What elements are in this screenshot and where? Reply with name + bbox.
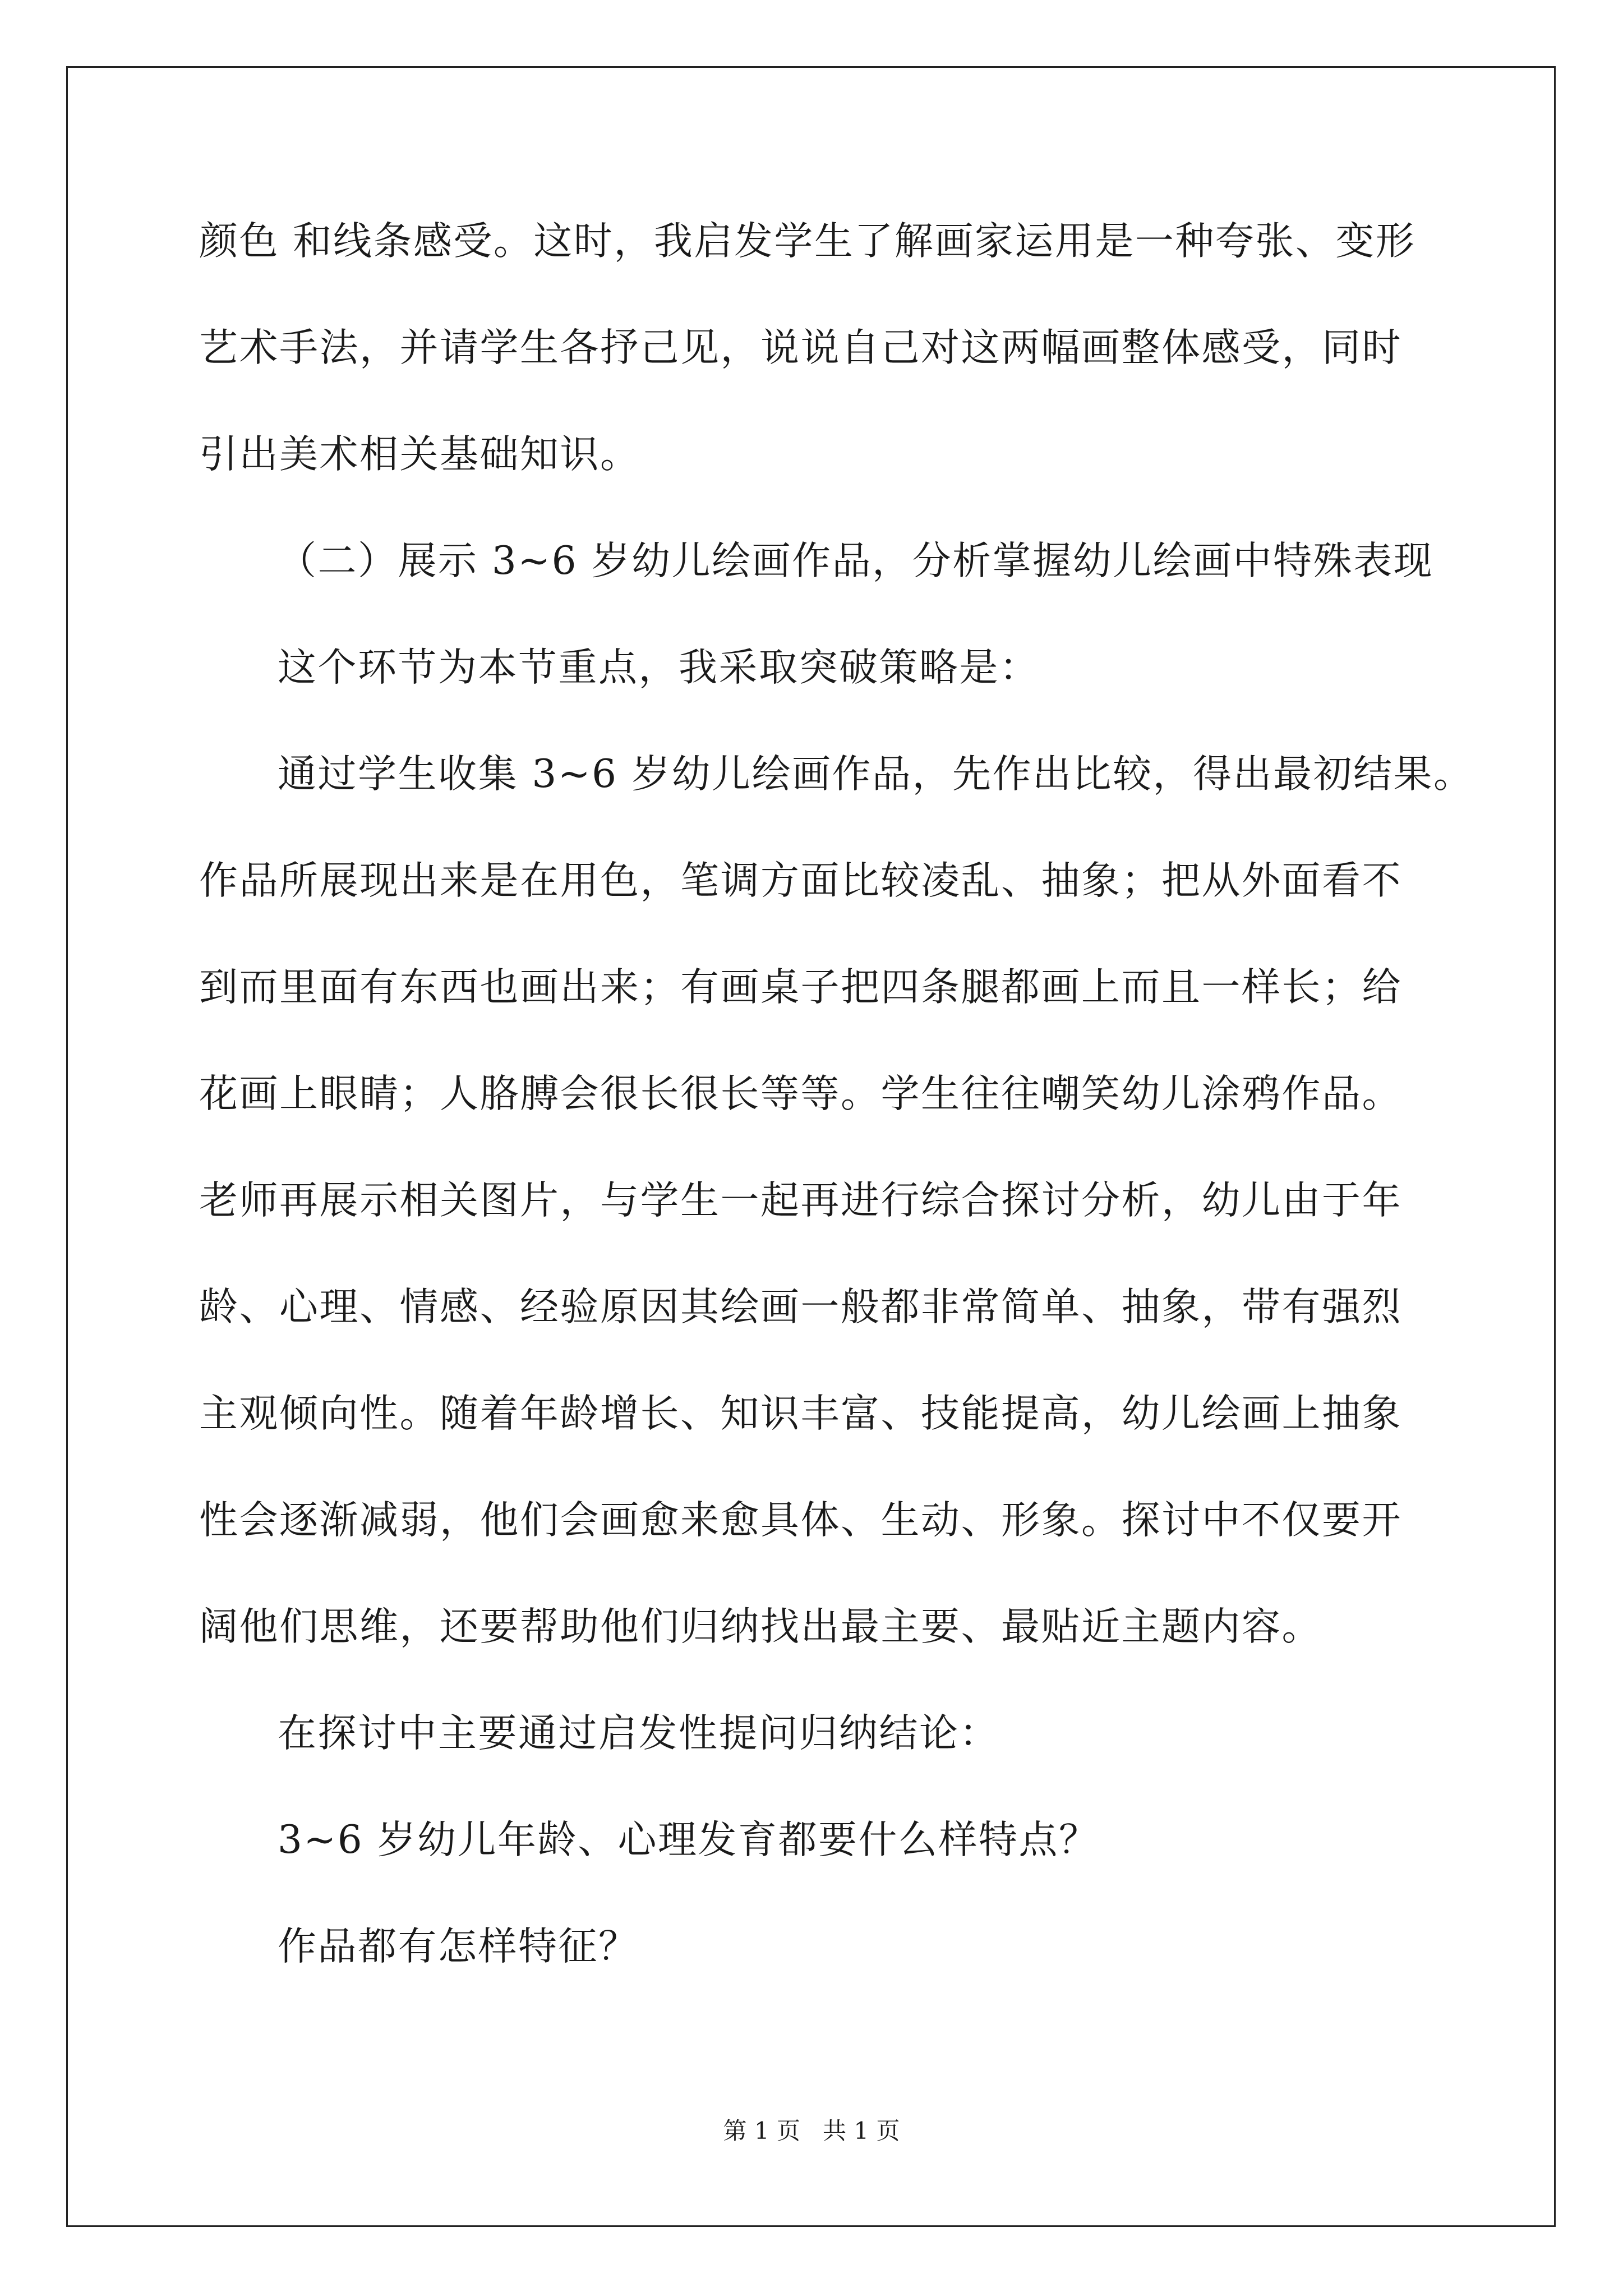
text-line: 到而里面有东西也画出来；有画桌子把四条腿都画上而且一样长；给 xyxy=(199,965,1402,1010)
text-line: 主观倾向性。随着年龄增长、知识丰富、技能提高，幼儿绘画上抽象 xyxy=(199,1391,1402,1436)
text-line: 花画上眼睛；人胳膊会很长很长等等。学生往往嘲笑幼儿涂鸦作品。 xyxy=(199,1071,1402,1116)
text-line: 在探讨中主要通过启发性提问归纳结论： xyxy=(278,1711,999,1756)
text-line: 老师再展示相关图片，与学生一起再进行综合探讨分析，幼儿由于年 xyxy=(199,1178,1402,1223)
text-line: 引出美术相关基础知识。 xyxy=(199,432,640,477)
section-heading: （二）展示 3~6 岁幼儿绘画作品，分析掌握幼儿绘画中特殊表现 xyxy=(278,539,1433,583)
text-line: 颜色 和线条感受。这时，我启发学生了解画家运用是一种夸张、变形 xyxy=(199,219,1416,264)
page-footer: 第 1 页 共 1 页 xyxy=(723,2117,900,2145)
question-line: 3~6 岁幼儿年龄、心理发育都要什么样特点？ xyxy=(278,1818,1099,1862)
text-line: 阔他们思维，还要帮助他们归纳找出最主要、最贴近主题内容。 xyxy=(199,1604,1322,1649)
text-line: 艺术手法，并请学生各抒己见，说说自己对这两幅画整体感受，同时 xyxy=(199,325,1402,370)
text-line: 作品所展现出来是在用色，笔调方面比较凌乱、抽象；把从外面看不 xyxy=(199,858,1402,903)
text-line: 性会逐渐减弱，他们会画愈来愈具体、生动、形象。探讨中不仅要开 xyxy=(199,1498,1402,1543)
text-line: 这个环节为本节重点，我采取突破策略是： xyxy=(278,645,1040,690)
question-line: 作品都有怎样特征？ xyxy=(278,1924,639,1969)
text-line: 通过学生收集 3~6 岁幼儿绘画作品，先作出比较，得出最初结果。 xyxy=(278,752,1474,797)
page-border xyxy=(66,66,1556,2227)
text-line: 龄、心理、情感、经验原因其绘画一般都非常简单、抽象，带有强烈 xyxy=(199,1285,1402,1329)
